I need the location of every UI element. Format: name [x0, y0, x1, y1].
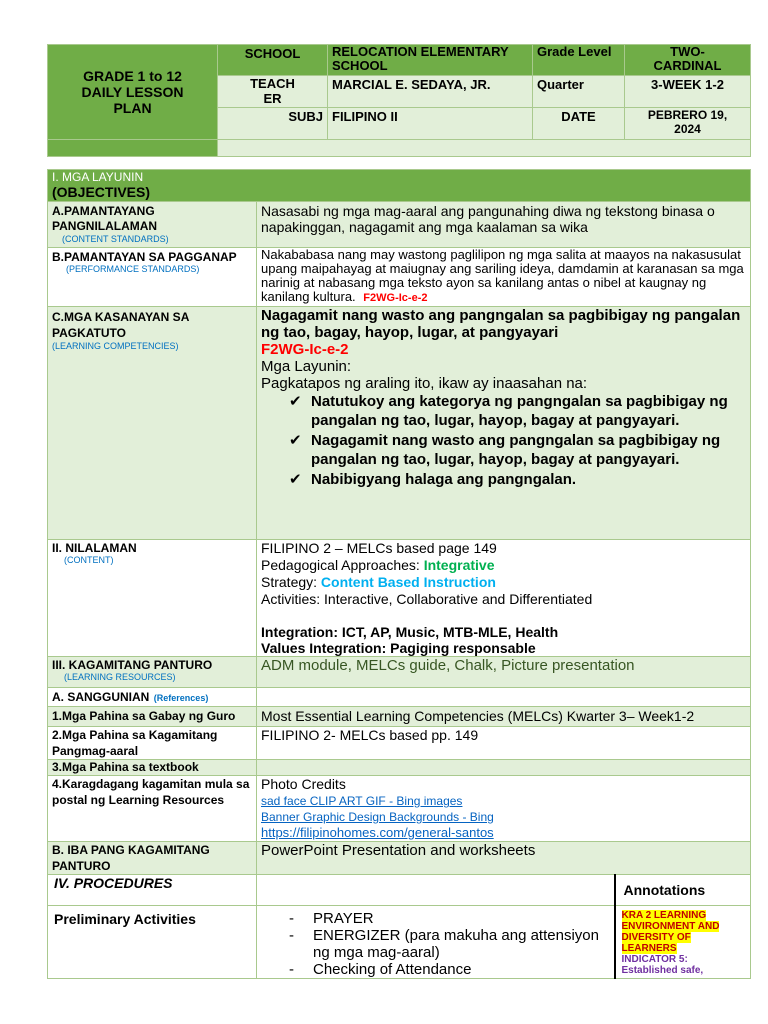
references-label: A. SANGGUNIAN [52, 690, 150, 704]
perf-std-sub: (PERFORMANCE STANDARDS) [66, 264, 200, 274]
school-label-cell [218, 45, 328, 76]
content-std-text: Nasasabi ng mga mag-aaral ang pangunahing diwa ng tekstong binasa o napakinggan, nagagamit ang mga kaalaman sa wika [261, 203, 715, 235]
list-item: ✔ Nagagamit nang wasto ang pangngalan sa pagbibigay ng pangalan ng tao, lugar, hayop, bagay at pangyayari. [289, 432, 721, 468]
mag-aaral-label: 2.Mga Pahina sa Kagamitang Pangmag-aaral [52, 728, 218, 758]
procedures-middle-cell [257, 875, 615, 906]
iba-label: B. IBA PANG KAGAMITANG PANTURO [52, 843, 210, 873]
quarter-value: 3-WEEK 1-2 [651, 77, 724, 92]
list-item: ✔ Natutukoy ang kategorya ng pangngalan sa pagbibigay ng pangalan ng tao, lugar, hayop, bagay at pangyayari. [289, 393, 728, 429]
references-sub: (References) [153, 693, 209, 703]
header-table [47, 44, 751, 157]
check-icon: ✔ [289, 471, 302, 488]
quarter-value-cell [625, 76, 751, 108]
content-label: II. NILALAMAN [52, 541, 137, 555]
iba-value-cell [257, 842, 751, 875]
content-line1: FILIPINO 2 – MELCs based page 149 [261, 540, 497, 556]
content-std-sub: (CONTENT STANDARDS) [62, 234, 169, 244]
perf-std-text: Nakababasa nang may wastong paglilipon ng mga salita at maayos na nakasusulat upang maipahayag at maiugnay ang sariling ideya, damdamin at karanasan sa mga narinig at nabasang mga teksto ayon sa kanilang antas o nibel at kaugnay ng kanilang kultura. [261, 247, 744, 304]
dash-icon: - [289, 910, 294, 927]
teacher-value: MARCIAL E. SEDAYA, JR. [332, 77, 491, 92]
objectives-heading: I. MGA LAYUNIN [52, 170, 144, 184]
subject-value-cell [328, 108, 533, 140]
preliminary-label: Preliminary Activities [54, 911, 196, 927]
school-value: RELOCATION ELEMENTARY SCHOOL [332, 44, 509, 73]
competency-label: C.MGA KASANAYAN SA PAGKATUTO [52, 310, 189, 340]
grade-label-cell [533, 45, 625, 76]
content-label-cell [48, 540, 257, 657]
list-item: - PRAYER [289, 910, 374, 927]
textbook-label: 3.Mga Pahina sa textbook [52, 760, 199, 774]
guro-value-cell [257, 707, 751, 727]
competency-sub: (LEARNING COMPETENCIES) [52, 341, 179, 351]
credits-cell [257, 776, 751, 842]
content-std-label: A.PAMANTAYANG PANGNILALAMAN [52, 204, 158, 233]
competency-text-cell [257, 307, 751, 540]
karagdagang-label: 4.Karagdagang kagamitan mula sa postal ng Learning Resources [52, 777, 250, 807]
resources-label-cell [48, 657, 257, 688]
date-value: PEBRERO 19, 2024 [647, 108, 728, 136]
header-footer-right [218, 140, 751, 157]
plan-title: GRADE 1 to 12 DAILY LESSON PLAN [81, 68, 184, 116]
lesson-plan-table [47, 169, 751, 979]
grade-value: TWO-CARDINAL [653, 44, 722, 73]
guro-label-cell [48, 707, 257, 727]
textbook-label-cell [48, 760, 257, 776]
date-label-cell [533, 108, 625, 140]
quarter-label: Quarter [537, 77, 584, 92]
dash-icon: - [289, 927, 294, 944]
mag-aaral-value-cell [257, 727, 751, 760]
activities-line: Activities: Interactive, Collaborative and Differentiated [261, 591, 593, 607]
resources-value: ADM module, MELCs guide, Chalk, Picture presentation [261, 657, 635, 674]
competency-code: F2WG-Ic-e-2 [261, 341, 349, 358]
quarter-label-cell [533, 76, 625, 108]
subject-label: SUBJ [288, 109, 323, 124]
credits-title: Photo Credits [261, 776, 346, 792]
approach-value: Integrative [423, 557, 495, 573]
references-value-cell [257, 688, 751, 707]
competency-text: Nagagamit nang wasto ang pangngalan sa pagbibigay ng pangalan ng tao, bagay, hayop, lugar, at pangyayari [261, 307, 741, 341]
date-label: DATE [561, 109, 596, 124]
dash-icon: - [289, 961, 294, 978]
subject-label-cell [218, 108, 328, 140]
grade-label: Grade Level [537, 44, 612, 59]
annotations-cell [615, 875, 751, 906]
integration-line: Integration: ICT, AP, Music, MTB-MLE, Health [261, 624, 559, 640]
mag-aaral-value: FILIPINO 2- MELCs based pp. 149 [261, 727, 479, 743]
teacher-label-cell [218, 76, 328, 108]
credit-link[interactable]: Banner Graphic Design Backgrounds - Bing [261, 810, 494, 824]
strategy-value: Content Based Instruction [320, 574, 496, 590]
resources-label: III. KAGAMITANG PANTURO [52, 658, 213, 672]
values-line: Values Integration: Pagiging responsable [261, 640, 536, 656]
mga-layunin-label: Mga Layunin: [261, 358, 352, 375]
teacher-value-cell [328, 76, 533, 108]
content-text-cell [257, 540, 751, 657]
credit-link[interactable]: https://filipinohomes.com/general-santos [261, 825, 494, 840]
objectives-heading-cell [48, 170, 751, 202]
perf-std-code: F2WG-Ic-e-2 [363, 292, 428, 304]
competency-label-cell [48, 307, 257, 540]
kra-annotation: KRA 2 LEARNING ENVIRONMENT AND DIVERSITY OF LEARNERS [621, 910, 720, 954]
preliminary-list [261, 910, 610, 978]
content-std-label-cell [48, 202, 257, 248]
check-icon: ✔ [289, 432, 302, 449]
mag-aaral-label-cell [48, 727, 257, 760]
perf-std-label-cell [48, 248, 257, 307]
header-footer-left [48, 140, 218, 157]
check-icon: ✔ [289, 393, 302, 410]
indicator-annotation: INDICATOR 5: Established safe, [621, 954, 704, 976]
date-value-cell [625, 108, 751, 140]
resources-sub: (LEARNING RESOURCES) [64, 672, 176, 682]
resources-value-cell [257, 657, 751, 688]
preliminary-activities-cell [257, 906, 615, 979]
list-item: - Checking of Attendance [289, 961, 472, 978]
preliminary-label-cell [48, 906, 257, 979]
annotations-heading: Annotations [623, 882, 706, 898]
objectives-intro: Pagkatapos ng araling ito, ikaw ay inaasahan na: [261, 375, 588, 392]
iba-label-cell [48, 842, 257, 875]
plan-title-cell [48, 45, 218, 140]
guro-value: Most Essential Learning Competencies (MELCs) Kwarter 3– Week1-2 [261, 708, 695, 724]
perf-std-label: B.PAMANTAYAN SA PAGGANAP [52, 250, 237, 264]
annotation-kra-cell [615, 906, 751, 979]
procedures-heading-cell [48, 875, 257, 906]
approach-label: Pedagogical Approaches: [261, 557, 424, 573]
grade-value-cell [625, 45, 751, 76]
iba-value: PowerPoint Presentation and worksheets [261, 842, 536, 859]
credit-link[interactable]: sad face CLIP ART GIF - Bing images [261, 794, 463, 808]
school-value-cell [328, 45, 533, 76]
list-item: ✔ Nabibigyang halaga ang pangngalan. [289, 471, 577, 488]
perf-std-text-cell [257, 248, 751, 307]
list-item: - ENERGIZER (para makuha ang attensiyon ng mga mag-aaral) [289, 927, 599, 961]
textbook-value-cell [257, 760, 751, 776]
karagdagang-label-cell [48, 776, 257, 842]
procedures-heading: IV. PROCEDURES [54, 875, 173, 891]
strategy-label: Strategy: [261, 574, 321, 590]
content-std-text-cell [257, 202, 751, 248]
subject-value: FILIPINO II [332, 109, 398, 124]
objectives-list [261, 392, 746, 489]
references-label-cell [48, 688, 257, 707]
school-label: SCHOOL [244, 46, 301, 61]
teacher-label: TEACH ER [250, 76, 295, 106]
guro-label: 1.Mga Pahina sa Gabay ng Guro [52, 709, 236, 723]
content-sub: (CONTENT) [64, 555, 114, 565]
objectives-heading-en: (OBJECTIVES) [52, 184, 151, 200]
